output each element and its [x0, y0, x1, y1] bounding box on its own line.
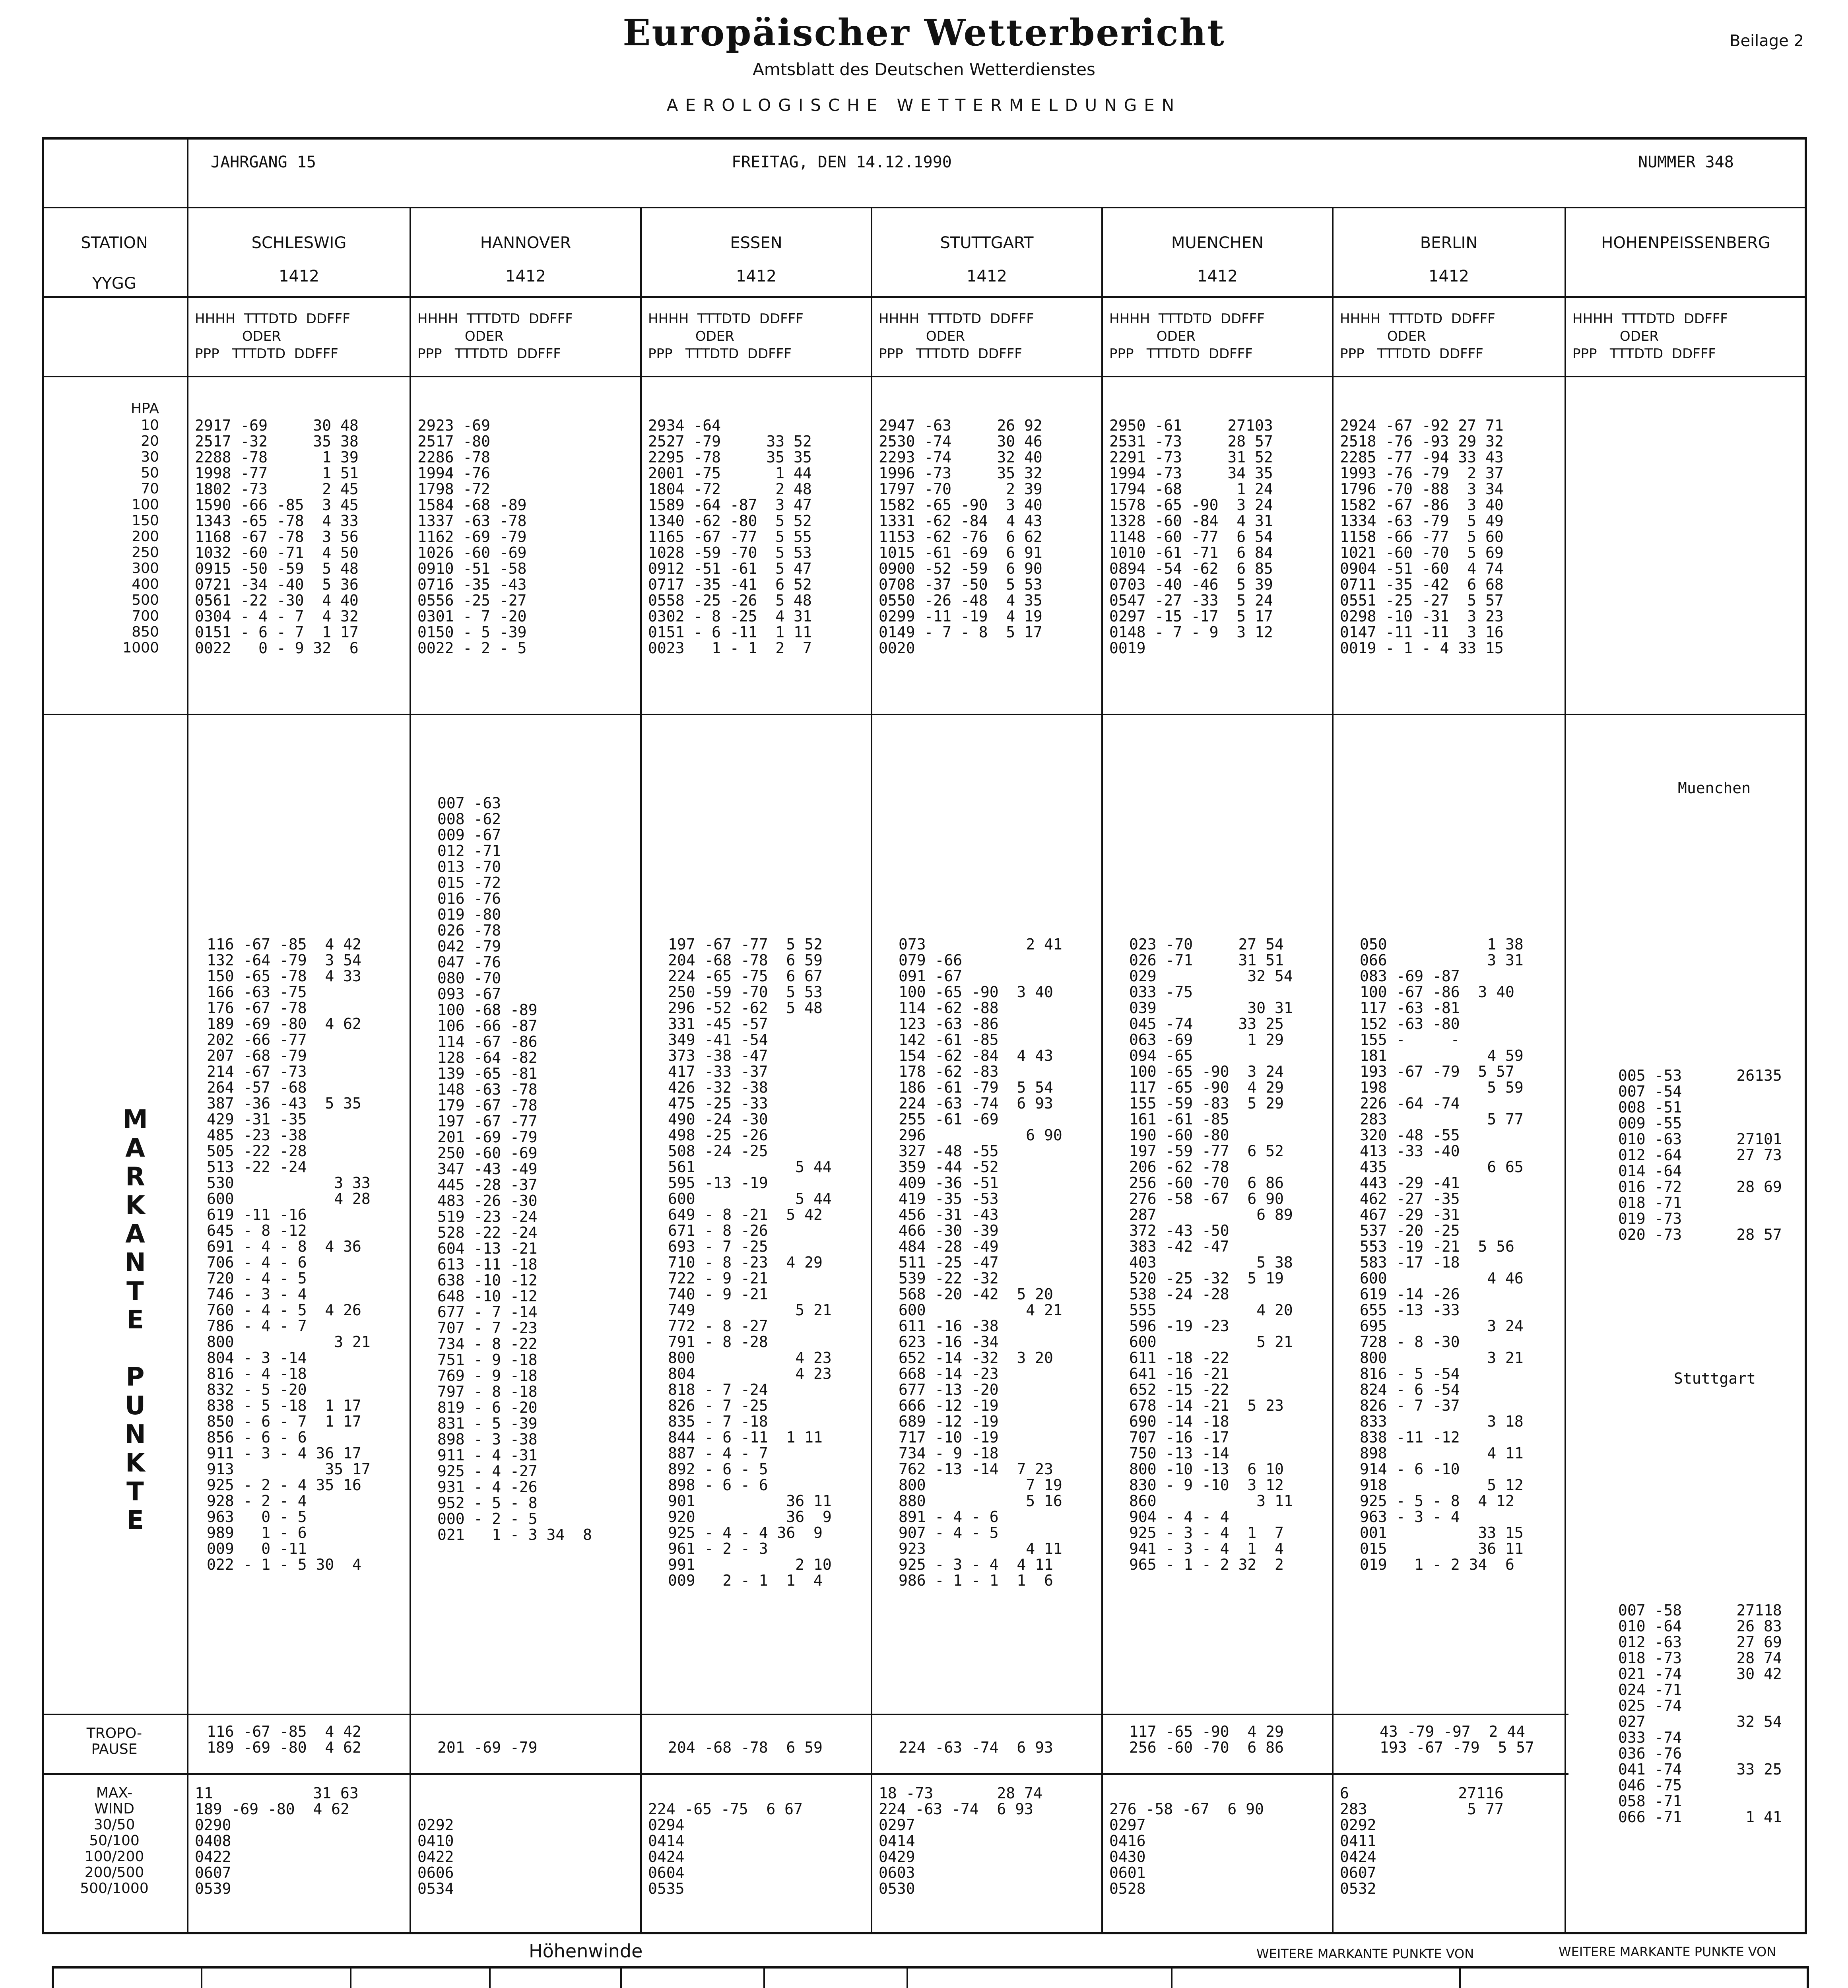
- hohen-stuttgart: 007 -58 27118 010 -64 26 83 012 -63 27 69 018 -73 28 74 021 -74 30 42 024 -71 025 -74 027 32 54 033 -74 036 -76 041 -74 33 25 046 -75 058 -71 066 -71 1 41: [1618, 1602, 1782, 1826]
- maxw-hannover: 0292 0410 0422 0606 0534: [417, 1816, 454, 1897]
- station-yygg: 1412: [1197, 267, 1238, 285]
- station-label: STATION: [81, 234, 148, 252]
- markante-letter: N: [124, 1248, 146, 1277]
- station-name: BERLIN: [1420, 234, 1478, 252]
- tropo-hannover: 201 -69 -79: [437, 1739, 538, 1756]
- weitere-label: WEITERE MARKANTE PUNKTE VON: [1256, 1946, 1474, 1961]
- rule: [620, 1966, 622, 1988]
- rule: [42, 376, 1807, 377]
- maxw-schleswig: 11 31 63 189 -69 -80 4 62 0290 0408 0422 0607 0539: [195, 1784, 359, 1897]
- markante-letter: E: [126, 1305, 144, 1335]
- station-yygg: 1412: [505, 267, 546, 285]
- rule: [1565, 207, 1566, 1934]
- markante-letter: P: [126, 1363, 145, 1392]
- rule: [187, 137, 188, 1934]
- hpa-label: HPA: [130, 400, 159, 417]
- rule: [489, 1966, 491, 1988]
- station-yygg: 1412: [279, 267, 319, 285]
- std-berlin: 2924 -67 -92 27 71 2518 -76 -93 29 32 2285 -77 -94 33 43 1993 -76 -79 2 37 1796 -70 -88 3 34 1582 -67 -86 3 40 1334 -63 -79 5 49 1158 -66 -77 5 60 1021 -60 -70 5 69 0904 -51 -60 4 74 0711 -35 -42 6 68 0551 -25 -27 5 57 0298 -10 -31 3 23 0147 -11 -11 3 16 0019 - 1 - 4 33 15: [1340, 417, 1504, 657]
- markante-letter: U: [125, 1391, 146, 1421]
- rule: [410, 207, 411, 1934]
- mark-schleswig: 116 -67 -85 4 42 132 -64 -79 3 54 150 -65 -78 4 33 166 -63 -75 176 -67 -78 189 -69 -80 4 62 202 -66 -77 207 -68 -79 214 -67 -73 264 -57 -68 387 -36 -43 5 35 429 -31 -35 485 -23 -38 505 -22 -28 513 -22 -24 530 3 33 600 4 28 619 -11 -16 645 - 8 -12 691 - 4 - 8 4 36 706 - 4 - 6 720 - 4 - 5 746 - 3 - 4 760 - 4 - 5 4 26 786 - 4 - 7 800 3 21 804 - 3 -14 816 - 4 -18 832 - 5 -20 838 - 5 -18 1 17 850 - 6 - 7 1 17 856 - 6 - 6 911 - 3 - 4 36 17 913 35 17 925 - 2 - 4 35 16 928 - 2 - 4 963 0 - 5 989 1 - 6 009 0 -11 022 - 1 - 5 30 4: [207, 936, 371, 1573]
- rule: [42, 296, 1807, 298]
- std-stuttgart: 2947 -63 26 92 2530 -74 30 46 2293 -74 32 40 1996 -73 35 32 1797 -70 2 39 1582 -65 -90 3 40 1331 -62 -84 4 43 1153 -62 -76 6 62 1015 -61 -69 6 91 0900 -52 -59 6 90 0708 -37 -50 5 53 0550 -26 -48 4 35 0299 -11 -19 4 19 0149 - 7 - 8 5 17 0020: [879, 417, 1042, 657]
- column-head: HHHH TTTDTD DDFFF ODER PPP TTTDTD DDFFF: [1109, 311, 1265, 362]
- markante-letter: N: [124, 1420, 146, 1449]
- markante-letter: A: [125, 1134, 145, 1163]
- station-name: HANNOVER: [480, 234, 571, 252]
- rule: [907, 1966, 908, 1988]
- issue-date: FREITAG, DEN 14.12.1990: [732, 153, 952, 171]
- column-head: HHHH TTTDTD DDFFF ODER PPP TTTDTD DDFFF: [195, 311, 350, 362]
- std-hannover: 2923 -69 2517 -80 2286 -78 1994 -76 1798 -72 1584 -68 -89 1337 -63 -78 1162 -69 -79 1026 -60 -69 0910 -51 -58 0716 -35 -43 0556 -25 -27 0301 - 7 -20 0150 - 5 -39 0022 - 2 - 5: [417, 417, 527, 657]
- markante-letter: E: [126, 1506, 144, 1535]
- markante-punkte-label: [119, 1105, 151, 1535]
- station-name: SCHLESWIG: [251, 234, 347, 252]
- rule: [42, 1714, 1568, 1715]
- hoehenwinde-title: Höhenwinde: [529, 1940, 643, 1962]
- maxw-muenchen: 276 -58 -67 6 90 0297 0416 0430 0601 0528: [1109, 1800, 1264, 1897]
- markante-letter: T: [126, 1477, 144, 1507]
- station-name: HOHENPEISSENBERG: [1601, 234, 1770, 252]
- station-yygg: 1412: [736, 267, 776, 285]
- rule: [871, 207, 872, 1934]
- station-name: ESSEN: [730, 234, 782, 252]
- rule: [640, 207, 642, 1934]
- markante-letter: [119, 1334, 151, 1363]
- column-head: HHHH TTTDTD DDFFF ODER PPP TTTDTD DDFFF: [648, 311, 804, 362]
- column-head: HHHH TTTDTD DDFFF ODER PPP TTTDTD DDFFF: [1340, 311, 1495, 362]
- tropopause-label: TROPO- PAUSE: [86, 1725, 142, 1757]
- column-head: HHHH TTTDTD DDFFF ODER PPP TTTDTD DDFFF: [879, 311, 1034, 362]
- tropo-schleswig: 116 -67 -85 4 42 189 -69 -80 4 62: [207, 1723, 361, 1756]
- mark-berlin: 050 1 38 066 3 31 083 -69 -87 100 -67 -86 3 40 117 -63 -81 152 -63 -80 155 - - 181 4 59 193 -67 -79 5 57 198 5 59 226 -64 -74 283 5 77 320 -48 -55 413 -33 -40 435 6 65 443 -29 -41 462 -27 -35 467 -29 -31 537 -20 -25 553 -19 -21 5 56 583 -17 -18 600 4 46 619 -14 -26 655 -13 -33 695 3 24 728 - 8 -30 800 3 21 816 - 5 -54 824 - 6 -54 826 - 7 -37 833 3 18 838 -11 -12 898 4 11 914 - 6 -10 918 5 12 925 - 5 - 8 4 12 963 - 3 - 4 001 33 15 015 36 11 019 1 - 2 34 6: [1360, 936, 1524, 1573]
- std-schleswig: 2917 -69 30 48 2517 -32 35 38 2288 -78 1 39 1998 -77 1 51 1802 -73 2 45 1590 -66 -85 3 45 1343 -65 -78 4 33 1168 -67 -78 3 56 1032 -60 -71 4 50 0915 -50 -59 5 48 0721 -34 -40 5 36 0561 -22 -30 4 40 0304 - 4 - 7 4 32 0151 - 6 - 7 1 17 0022 0 - 9 32 6: [195, 417, 359, 657]
- markante-letter: K: [125, 1448, 145, 1478]
- rule: [1171, 1966, 1172, 1988]
- beilage-label: Beilage 2: [1730, 32, 1804, 50]
- column-head: HHHH TTTDTD DDFFF ODER PPP TTTDTD DDFFF: [1572, 311, 1728, 362]
- tropo-stuttgart: 224 -63 -74 6 93: [899, 1739, 1053, 1756]
- rule: [201, 1966, 202, 1988]
- rule: [42, 207, 1807, 208]
- document-title: Europäischer Wetterbericht: [623, 11, 1225, 54]
- mark-muenchen: 023 -70 27 54 026 -71 31 51 029 32 54 033 -75 039 30 31 045 -74 33 25 063 -69 1 29 094 -65 100 -65 -90 3 24 117 -65 -90 4 29 155 -59 -83 5 29 161 -61 -85 190 -60 -80 197 -59 -77 6 52 206 -62 -78 256 -60 -70 6 86 276 -58 -67 6 90 287 6 89 372 -43 -50 383 -42 -47 403 5 38 520 -25 -32 5 19 538 -24 -28 555 4 20 596 -19 -23 600 5 21 611 -18 -22 641 -16 -21 652 -15 -22 678 -14 -21 5 23 690 -14 -18 707 -16 -17 750 -13 -14 800 -10 -13 6 10 830 - 9 -10 3 12 860 3 11 904 - 4 - 4 925 - 3 - 4 1 7 941 - 3 - 4 1 4 965 - 1 - 2 32 2: [1129, 936, 1293, 1573]
- station-yygg: 1412: [1429, 267, 1469, 285]
- markante-letter: R: [125, 1162, 145, 1192]
- yygg-label: YYGG: [92, 274, 136, 293]
- issue-number: NUMMER 348: [1638, 153, 1734, 171]
- hohen-muenchen-label: Muenchen: [1678, 779, 1751, 797]
- rule: [42, 714, 1807, 715]
- maxw-stuttgart: 18 -73 28 74 224 -63 -74 6 93 0297 0414 0429 0603 0530: [879, 1784, 1042, 1897]
- hohen-stuttgart-label: Stuttgart: [1674, 1370, 1756, 1387]
- column-head: HHHH TTTDTD DDFFF ODER PPP TTTDTD DDFFF: [417, 311, 573, 362]
- mark-hannover: 007 -63 008 -62 009 -67 012 -71 013 -70 015 -72 016 -76 019 -80 026 -78 042 -79 047 -76 080 -70 093 -67 100 -68 -89 106 -66 -87 114 -67 -86 128 -64 -82 139 -65 -81 148 -63 -78 179 -67 -78 197 -67 -77 201 -69 -79 250 -60 -69 347 -43 -49 445 -28 -37 483 -26 -30 519 -23 -24 528 -22 -24 604 -13 -21 613 -11 -18 638 -10 -12 648 -10 -12 677 - 7 -14 707 - 7 -23 734 - 8 -22 751 - 9 -18 769 - 9 -18 797 - 8 -18 819 - 6 -20 831 - 5 -39 898 - 3 -38 911 - 4 -31 925 - 4 -27 931 - 4 -26 952 - 5 - 8 000 - 2 - 5 021 1 - 3 34 8: [437, 794, 592, 1543]
- tropo-muenchen: 117 -65 -90 4 29 256 -60 -70 6 86: [1129, 1723, 1284, 1756]
- tropo-berlin: 43 -79 -97 2 44 193 -67 -79 5 57: [1380, 1723, 1534, 1756]
- rule: [42, 1773, 1568, 1775]
- rule: [1459, 1966, 1461, 1988]
- station-name: STUTTGART: [940, 234, 1034, 252]
- markante-letter: T: [126, 1277, 144, 1306]
- hohen-muenchen: 005 -53 26135 007 -54 008 -51 009 -55 010 -63 27101 012 -64 27 73 014 -64 016 -72 28 69 018 -71 019 -73 020 -73 28 57: [1618, 1067, 1782, 1243]
- markante-letter: A: [125, 1219, 145, 1249]
- document-subtitle: Amtsblatt des Deutschen Wetterdienstes: [753, 60, 1095, 79]
- maxw-berlin: 6 27116 283 5 77 0292 0411 0424 0607 0532: [1340, 1784, 1504, 1897]
- std-essen: 2934 -64 2527 -79 33 52 2295 -78 35 35 2001 -75 1 44 1804 -72 2 48 1589 -64 -87 3 47 1340 -62 -80 5 52 1165 -67 -77 5 55 1028 -59 -70 5 53 0912 -51 -61 5 47 0717 -35 -41 6 52 0558 -25 -26 5 48 0302 - 8 -25 4 31 0151 - 6 -11 1 11 0023 1 - 1 2 7: [648, 417, 812, 657]
- rule: [763, 1966, 765, 1988]
- hpa-levels: 10 20 30 50 70 100 150 200 250 300 400 500 700 850 1000: [122, 417, 159, 656]
- rule: [350, 1966, 351, 1988]
- maxwind-label: MAX- WIND 30/50 50/100 100/200 200/500 500/1000: [80, 1785, 149, 1897]
- station-yygg: 1412: [967, 267, 1007, 285]
- rule: [1332, 207, 1334, 1934]
- mark-essen: 197 -67 -77 5 52 204 -68 -78 6 59 224 -65 -75 6 67 250 -59 -70 5 53 296 -52 -62 5 48 331 -45 -57 349 -41 -54 373 -38 -47 417 -33 -37 426 -32 -38 475 -25 -33 490 -24 -30 498 -25 -26 508 -24 -25 561 5 44 595 -13 -19 600 5 44 649 - 8 -21 5 42 671 - 8 -26 693 - 7 -25 710 - 8 -23 4 29 722 - 9 -21 740 - 9 -21 749 5 21 772 - 8 -27 791 - 8 -28 800 4 23 804 4 23 818 - 7 -24 826 - 7 -25 835 - 7 -18 844 - 6 -11 1 11 887 - 4 - 7 892 - 6 - 5 898 - 6 - 6 901 36 11 920 36 9 925 - 4 - 4 36 9 961 - 2 - 3 991 2 10 009 2 - 1 1 4: [668, 936, 832, 1589]
- std-muenchen: 2950 -61 27103 2531 -73 28 57 2291 -73 31 52 1994 -73 34 35 1794 -68 1 24 1578 -65 -90 3 24 1328 -60 -84 4 31 1148 -60 -77 6 54 1010 -61 -71 6 84 0894 -54 -62 6 85 0703 -40 -46 5 39 0547 -27 -33 5 24 0297 -15 -17 5 17 0148 - 7 - 9 3 12 0019: [1109, 417, 1273, 657]
- station-name: MUENCHEN: [1171, 234, 1264, 252]
- section-title: AEROLOGISCHE WETTERMELDUNGEN: [666, 95, 1182, 115]
- weitere-label: WEITERE MARKANTE PUNKTE VON: [1559, 1944, 1776, 1959]
- maxw-essen: 224 -65 -75 6 67 0294 0414 0424 0604 0535: [648, 1800, 803, 1897]
- mark-stuttgart: 073 2 41 079 -66 091 -67 100 -65 -90 3 40 114 -62 -88 123 -63 -86 142 -61 -85 154 -62 -84 4 43 178 -62 -83 186 -61 -79 5 54 224 -63 -74 6 93 255 -61 -69 296 6 90 327 -48 -55 359 -44 -52 409 -36 -51 419 -35 -53 456 -31 -43 466 -30 -39 484 -28 -49 511 -25 -47 539 -22 -32 568 -20 -42 5 20 600 4 21 611 -16 -38 623 -16 -34 652 -14 -32 3 20 668 -14 -23 677 -13 -20 666 -12 -19 689 -12 -19 717 -10 -19 734 - 9 -18 762 -13 -14 7 23 800 7 19 880 5 16 891 - 4 - 6 907 - 4 - 5 923 4 11 925 - 3 - 4 4 11 986 - 1 - 1 1 6: [899, 936, 1062, 1589]
- jahrgang: JAHRGANG 15: [211, 153, 316, 171]
- markante-letter: M: [122, 1105, 148, 1134]
- markante-letter: K: [125, 1191, 145, 1220]
- tropo-essen: 204 -68 -78 6 59: [668, 1739, 823, 1756]
- rule: [1101, 207, 1103, 1934]
- winds-table: [52, 1966, 1809, 1988]
